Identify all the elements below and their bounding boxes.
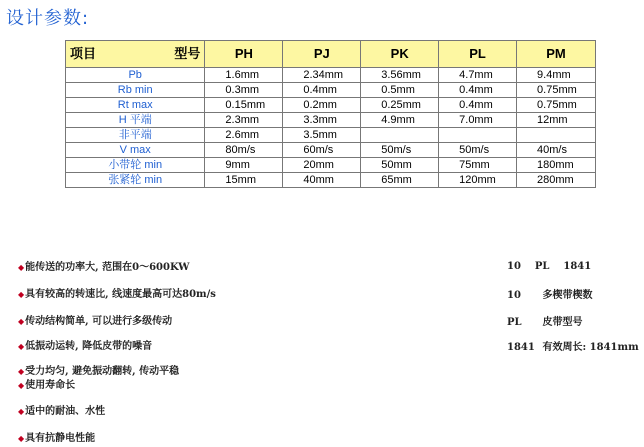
value-cell	[517, 128, 596, 143]
value-cell: 3.3mm	[283, 113, 361, 128]
value-cell: 0.5mm	[361, 83, 439, 98]
marking-code: 10	[507, 290, 521, 301]
diamond-bullet-icon: ◆	[18, 366, 25, 376]
value-cell: 0.25mm	[361, 98, 439, 113]
param-cell: 张紧轮 min	[66, 173, 205, 188]
value-cell: 0.4mm	[439, 98, 517, 113]
diamond-bullet-icon: ◆	[18, 406, 25, 416]
table-row	[66, 128, 596, 143]
feature-item	[18, 362, 179, 377]
table-row	[66, 98, 596, 113]
value-cell: 50m/s	[361, 143, 439, 158]
param-cell: 小带轮 min	[66, 158, 205, 173]
feature-text: 使用寿命长	[25, 380, 76, 391]
value-cell	[439, 128, 517, 143]
value-cell: 40mm	[283, 173, 361, 188]
model-header-ph: PH	[205, 41, 283, 68]
feature-item	[18, 402, 105, 417]
value-cell: 40m/s	[517, 143, 596, 158]
marking-line-1	[507, 286, 592, 301]
param-cell: Pb	[66, 68, 205, 83]
marking-line-3	[507, 338, 639, 353]
param-cell: Rb min	[66, 83, 205, 98]
table-row	[66, 158, 596, 173]
diamond-bullet-icon: ◆	[18, 262, 25, 272]
diamond-bullet-icon: ◆	[18, 316, 25, 326]
value-cell: 280mm	[517, 173, 596, 188]
marking-code: PL	[507, 317, 522, 328]
value-cell: 15mm	[205, 173, 283, 188]
feature-text: 能传送的功率大, 范围在0～600KW	[25, 262, 190, 273]
marking-example	[507, 261, 591, 272]
marking-code: 1841	[507, 342, 535, 353]
model-header-pm: PM	[517, 41, 596, 68]
feature-item	[18, 312, 172, 327]
diamond-bullet-icon: ◆	[18, 433, 25, 443]
value-cell: 12mm	[517, 113, 596, 128]
value-cell: 120mm	[439, 173, 517, 188]
table-row	[66, 68, 596, 83]
marking-line-2	[507, 313, 582, 328]
value-cell: 0.2mm	[283, 98, 361, 113]
diamond-bullet-icon: ◆	[18, 289, 25, 299]
feature-text: 适中的耐油、水性	[25, 406, 106, 417]
table-row	[66, 143, 596, 158]
model-header-pl: PL	[439, 41, 517, 68]
value-cell	[361, 128, 439, 143]
feature-item	[18, 376, 75, 391]
value-cell: 0.75mm	[517, 98, 596, 113]
value-cell: 60m/s	[283, 143, 361, 158]
feature-text: 具有抗静电性能	[25, 433, 96, 444]
param-cell: Rt max	[66, 98, 205, 113]
header-model-label: 型号	[174, 46, 201, 61]
table-row	[66, 113, 596, 128]
feature-item	[18, 337, 152, 352]
value-cell: 4.7mm	[439, 68, 517, 83]
marking-desc: 多楔带楔数	[542, 290, 593, 301]
value-cell: 180mm	[517, 158, 596, 173]
feature-text: 受力均匀, 避免振动翻转, 传动平稳	[25, 366, 180, 377]
feature-item	[18, 429, 95, 444]
value-cell: 65mm	[361, 173, 439, 188]
marking-example-b: PL	[534, 261, 550, 272]
feature-text: 传动结构简单, 可以进行多级传动	[25, 316, 173, 327]
marking-example-a: 10	[507, 261, 521, 272]
table-row	[66, 83, 596, 98]
param-cell: 非平端	[66, 128, 205, 143]
value-cell: 9mm	[205, 158, 283, 173]
model-header-pj: PJ	[283, 41, 361, 68]
marking-desc: 有效周长: 1841mm	[542, 342, 639, 353]
value-cell: 2.3mm	[205, 113, 283, 128]
value-cell: 3.5mm	[283, 128, 361, 143]
table-row	[66, 173, 596, 188]
value-cell: 7.0mm	[439, 113, 517, 128]
param-cell: V max	[66, 143, 205, 158]
feature-item	[18, 258, 190, 273]
value-cell: 0.3mm	[205, 83, 283, 98]
header-item-label: 项目	[70, 46, 97, 61]
diamond-bullet-icon: ◆	[18, 380, 25, 390]
spec-table	[65, 40, 596, 188]
marking-desc: 皮带型号	[542, 317, 583, 328]
value-cell: 1.6mm	[205, 68, 283, 83]
value-cell: 50m/s	[439, 143, 517, 158]
diamond-bullet-icon: ◆	[18, 341, 25, 351]
value-cell: 75mm	[439, 158, 517, 173]
corner-header	[66, 41, 205, 68]
value-cell: 2.34mm	[283, 68, 361, 83]
feature-text: 具有较高的转速比, 线速度最高可达80m/s	[25, 289, 216, 300]
value-cell: 0.4mm	[439, 83, 517, 98]
value-cell: 0.15mm	[205, 98, 283, 113]
value-cell: 50mm	[361, 158, 439, 173]
table-header-row	[66, 41, 596, 68]
model-header-pk: PK	[361, 41, 439, 68]
value-cell: 0.75mm	[517, 83, 596, 98]
value-cell: 20mm	[283, 158, 361, 173]
marking-example-c: 1841	[563, 261, 592, 272]
value-cell: 0.4mm	[283, 83, 361, 98]
design-params-title: 设计参数:	[6, 8, 90, 29]
param-cell: H 平端	[66, 113, 205, 128]
feature-text: 低振动运转, 降低皮带的噪音	[25, 341, 153, 352]
feature-item	[18, 285, 216, 300]
value-cell: 2.6mm	[205, 128, 283, 143]
value-cell: 9.4mm	[517, 68, 596, 83]
value-cell: 4.9mm	[361, 113, 439, 128]
value-cell: 3.56mm	[361, 68, 439, 83]
value-cell: 80m/s	[205, 143, 283, 158]
